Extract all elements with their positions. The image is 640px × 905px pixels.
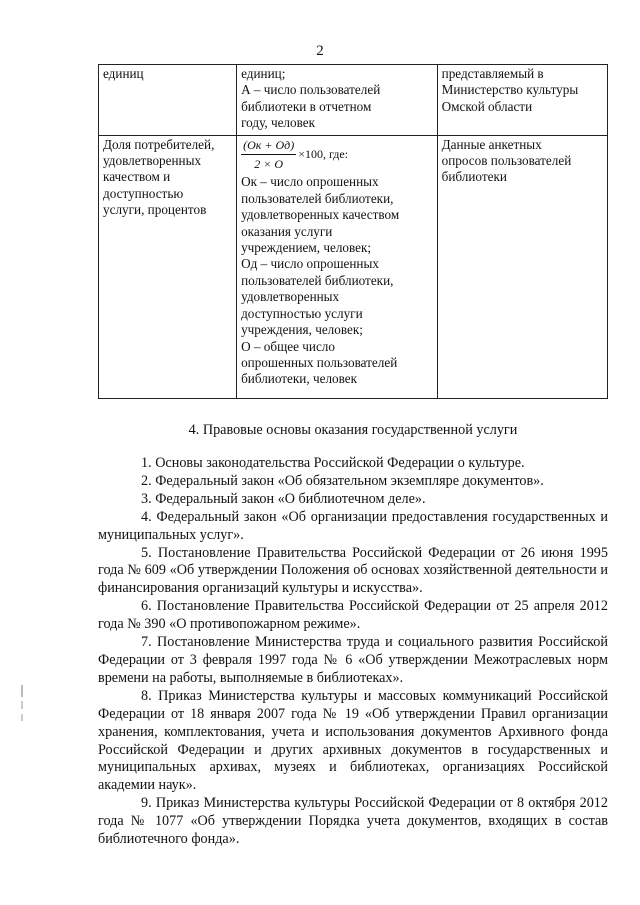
table-cell [99,135,237,398]
cell-text: единиц [103,66,144,81]
table-cell [437,135,607,398]
formula-denominator: 2 × O [254,157,284,172]
page-number: 2 [316,43,324,59]
section-title: 4. Правовые основы оказания государственной услуги [188,422,518,438]
fraction [241,137,296,173]
cell-text: Oк – число опрошенных [241,174,379,190]
fraction-bar [241,154,296,155]
table-cell [237,135,438,398]
table-cell [237,65,438,136]
list-item: 8. Приказ Министерства культуры и массовых коммуникаций Российской Федерации от 18 января 2007 года № 19 «Об утверждении Правил организации хранения, комплектования, учета и использования документов Архивного фонда Российской Федерации и других архивных документов в государственных и муниципальных архивах, музеях и библиотеках, организациях Российской академии наук». [98,687,608,794]
list-item: 9. Приказ Министерства культуры Российской Федерации от 8 октября 2012 года № 1077 «Об утверждении Порядка учета документов, входящих в состав библиотечного фонда». [98,795,608,848]
cell-text: Министерство культуры [441,82,579,98]
table-row [99,135,608,398]
list-item: 3. Федеральный закон «О библиотечном деле». [141,490,426,507]
cell-text: Доля потребителей, [103,136,215,152]
cell-text: Данные анкетных [441,136,542,152]
cell-text: удовлетворенных качеством [241,207,400,223]
list-item: 5. Постановление Правительства Российской Федерации от 26 июня 1995 года № 609 «Об утверждении Положения об основах хозяйственной деятельности и финансирования организаций культуры и искусства». [98,544,608,597]
cell-text: опрошенных пользователей [241,354,398,370]
cell-text: качеством и [103,169,171,185]
cell-text: опросов пользователей [441,153,572,169]
list-item: 2. Федеральный закон «Об обязательном экземпляре документов». [141,472,544,489]
table-row [99,65,608,136]
list-item: 4. Федеральный закон «Об организации предоставления государственных и муниципальных услуг». [98,508,608,543]
cell-text: библиотеки, человек [241,371,358,387]
indicators-table [98,64,608,399]
legal-basis-list [98,455,608,849]
cell-text: учреждения, человек; [241,322,363,338]
cell-text: единиц; [241,66,286,81]
cell-text: оказания услуги [241,223,333,239]
cell-text: учреждением, человек; [241,240,372,256]
cell-text: представляемый в [441,66,544,81]
margin-scan-mark [20,685,24,725]
list-item: 1. Основы законодательства Российской Федерации о культуре. [141,455,525,471]
cell-text: А – число пользователей [241,82,381,98]
table-cell [437,65,607,136]
cell-text: библиотеки в отчетном [241,98,372,114]
formula-numerator: (Oк + Oд) [243,137,295,152]
cell-text: доступностью [103,185,184,201]
list-item: 6. Постановление Правительства Российской Федерации от 25 апреля 2012 года № 390 «О противопожарном режиме». [98,598,608,633]
table-cell [99,65,237,136]
cell-text: услуги, процентов [103,202,207,218]
cell-text: удовлетворенных [103,153,202,169]
cell-text: удовлетворенных [241,289,340,305]
cell-text: пользователей библиотеки, [241,272,394,288]
cell-text: O – общее число [241,338,335,354]
list-item: 7. Постановление Министерства труда и социального развития Российской Федерации от 3 февраля 1997 года № 6 «Об утверждении Межотраслевых норм времени на работы, выполняемые в библиотеках». [98,634,608,686]
cell-text: Oд – число опрошенных [241,256,379,272]
cell-text: Омской области [441,98,533,114]
cell-text: доступностью услуги [241,305,363,321]
cell-text: библиотеки [441,169,507,185]
formula [241,137,348,173]
cell-text: году, человек [241,115,316,131]
cell-text: пользователей библиотеки, [241,190,394,206]
formula-rest: ×100, где: [298,147,349,162]
